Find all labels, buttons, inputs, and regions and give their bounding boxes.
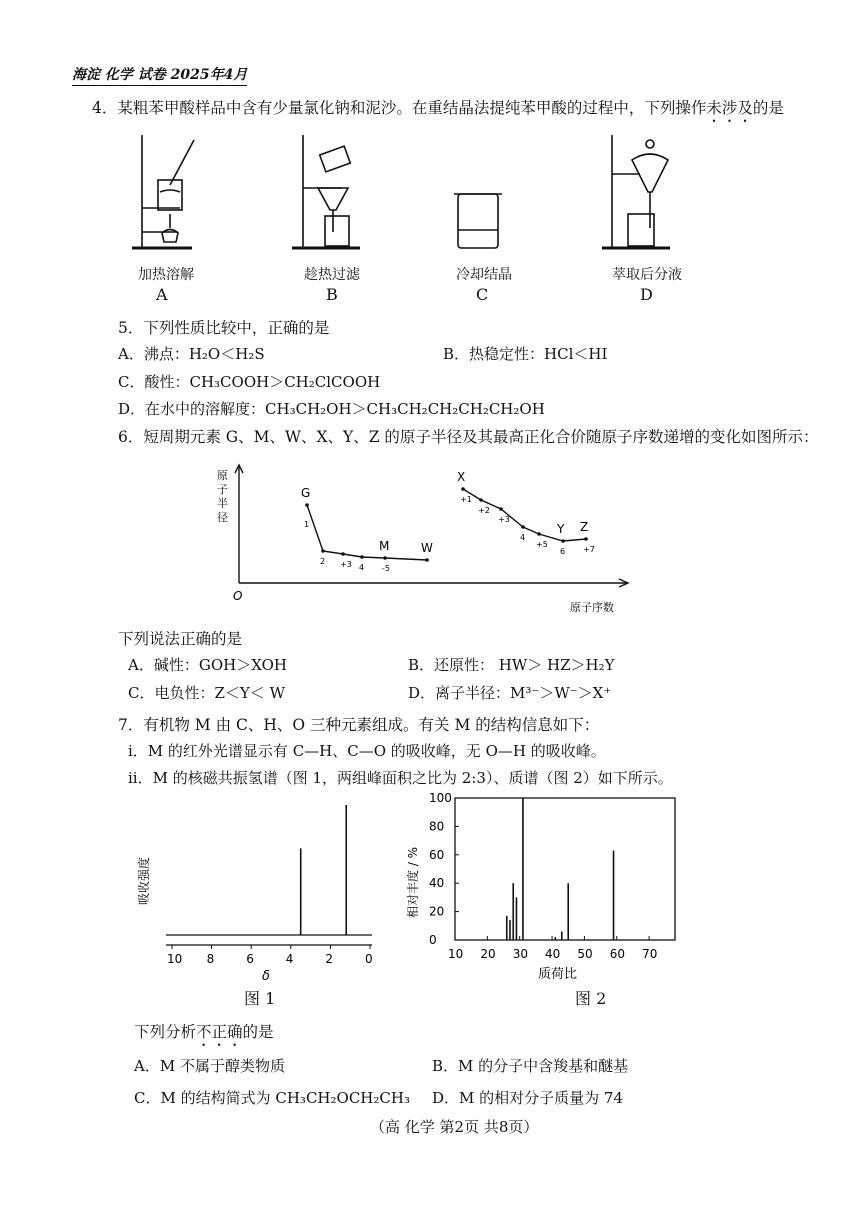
q7-info-ii: ii．M 的核磁共振氢谱（图 1，两组峰面积之比为 2:3）、质谱（图 2）如下所示。 <box>128 769 673 787</box>
q6-element-label: G <box>301 486 311 500</box>
ms-y-tick-label: 40 <box>429 876 445 891</box>
ms-y-tick-label: 0 <box>429 933 437 947</box>
page-footer: （高 化学 第2页 共8页） <box>370 1118 539 1136</box>
q7-option-d: D．M 的相对分子质量为 74 <box>432 1089 624 1107</box>
q6-valence-label: +2 <box>478 506 490 515</box>
q6-point <box>521 525 525 529</box>
ms-x-tick-label: 60 <box>609 947 626 961</box>
q5-option-b: B．热稳定性：HCl＜HI <box>443 345 608 363</box>
q7-prompt-a: 下列分析 <box>134 1023 197 1041</box>
q4-letter-d: D <box>640 285 653 304</box>
nmr-tick-label: 6 <box>246 952 254 966</box>
q6-point <box>341 552 345 556</box>
q4-stem-emphasis: 未涉及 <box>706 99 753 117</box>
q6-valence-label: 6 <box>560 547 566 556</box>
q6-option-a: A．碱性：GOH＞XOH <box>128 656 287 674</box>
q6-valence-label: 1 <box>304 520 310 529</box>
nmr-tick-label: 2 <box>325 952 334 966</box>
apparatus-b-hot-filtration-icon <box>292 135 360 248</box>
q6-valence-label: 2 <box>320 557 326 566</box>
q6-point <box>360 555 364 559</box>
q6-points <box>301 470 595 573</box>
q6-point <box>537 532 541 536</box>
q6-point <box>383 556 387 560</box>
ms-bars <box>507 798 614 940</box>
q6-option-c: C．电负性：Z＜Y＜ W <box>128 684 285 702</box>
ms-x-tick-label: 40 <box>545 947 561 961</box>
q6-valence-label: +3 <box>340 560 352 569</box>
q4-stem <box>92 96 784 126</box>
ms-x-tick-label: 50 <box>577 947 593 961</box>
q6-point <box>305 503 309 507</box>
q7-prompt <box>134 1020 274 1050</box>
ms-x-tick-label: 20 <box>480 947 496 961</box>
q4-stem-c: 的是 <box>752 99 784 117</box>
q4-caption-b: 趁热过滤 <box>304 267 360 283</box>
q7-nmr-chart <box>137 795 400 1010</box>
q4-caption-a: 加热溶解 <box>138 267 194 283</box>
q6-ylabel-1: 原 <box>217 469 228 482</box>
ms-x-tick-label: 10 <box>448 947 464 961</box>
nmr-tick-label: 8 <box>206 952 215 966</box>
q6-point <box>321 549 325 553</box>
q4-stem-a: 4．某粗苯甲酸样品中含有少量氯化钠和泥沙。在重结晶法提纯苯甲酸的过程中，下列操作 <box>92 99 707 117</box>
nmr-tick-label: 10 <box>167 952 183 966</box>
q4-caption-d: 萃取后分液 <box>612 267 682 283</box>
ms-ylabel: 相对丰度 / % <box>406 846 420 918</box>
ms-x-tick-label: 70 <box>642 947 658 961</box>
q7-mass-spec-chart <box>405 788 685 988</box>
q5-option-c: C．酸性：CH₃COOH＞CH₂ClCOOH <box>118 373 381 391</box>
q4-letter-a: A <box>156 285 168 304</box>
ms-x-tick-label: 30 <box>512 947 528 961</box>
q6-ylabel-4: 径 <box>217 511 228 524</box>
q6-valence-label: +5 <box>536 540 548 549</box>
ms-y-tick-label: 100 <box>429 791 452 805</box>
q6-element-label: Z <box>580 520 589 534</box>
q6-element-label: X <box>457 470 466 484</box>
q7-fig1-caption: 图 1 <box>244 989 276 1008</box>
q7-info-i: i．M 的红外光谱显示有 C—H、C—O 的吸收峰，无 O—H 的吸收峰。 <box>128 742 606 760</box>
q6-element-label: M <box>379 539 390 553</box>
nmr-peaks <box>301 805 347 935</box>
q6-ylabel-2: 子 <box>217 483 228 496</box>
q6-element-label: W <box>421 541 433 555</box>
q6-point <box>425 558 429 562</box>
nmr-xlabel: δ <box>262 969 270 984</box>
q4-apparatus-figures <box>120 130 820 260</box>
q4-letter-b: B <box>326 285 338 304</box>
q6-valence-label: +3 <box>498 515 510 524</box>
q7-option-b: B．M 的分子中含羧基和醚基 <box>432 1057 629 1075</box>
q6-option-d: D．离子半径：M³⁻＞W⁻＞X⁺ <box>408 684 612 702</box>
q6-point <box>461 487 465 491</box>
q6-ylabel-3: 半 <box>217 497 228 510</box>
q7-option-a: A．M 不属于醇类物质 <box>134 1057 285 1075</box>
q6-valence-label: 4 <box>359 563 365 572</box>
ms-ticks <box>429 791 657 961</box>
q6-valence-label: 4 <box>520 533 526 542</box>
q4-caption-c: 冷却结晶 <box>456 267 512 283</box>
q6-valence-label: -5 <box>382 564 390 573</box>
ms-plot-frame <box>455 798 675 940</box>
q5-option-d: D．在水中的溶解度：CH₃CH₂OH＞CH₃CH₂CH₂CH₂CH₂OH <box>118 400 545 418</box>
q4-letter-c: C <box>476 285 489 304</box>
nmr-tick-label: 0 <box>365 952 373 966</box>
apparatus-d-separating-funnel-icon <box>602 135 670 248</box>
q5-stem: 5．下列性质比较中，正确的是 <box>118 319 330 337</box>
q7-option-c: C．M 的结构简式为 CH₃CH₂OCH₂CH₃ <box>134 1089 410 1107</box>
q7-prompt-emphasis: 不正确 <box>196 1023 243 1041</box>
q6-radius-chart <box>215 455 655 620</box>
q6-prompt: 下列说法正确的是 <box>118 630 243 648</box>
q6-point <box>561 539 565 543</box>
q6-element-label: Y <box>557 522 565 536</box>
nmr-tick-label: 4 <box>285 952 294 966</box>
exam-header: 海淀 化学 试卷 2025年4月 <box>72 64 247 86</box>
apparatus-c-cooling-crystallization-icon <box>454 194 502 248</box>
ms-xlabel: 质荷比 <box>538 967 578 982</box>
ms-y-tick-label: 80 <box>429 819 445 834</box>
q6-series-1-line <box>307 505 427 560</box>
q6-valence-label: +1 <box>460 495 472 504</box>
nmr-ylabel: 吸收强度 <box>137 856 151 905</box>
q6-option-b: B．还原性： HW＞ HZ＞H₂Y <box>408 656 615 674</box>
q5-option-a: A．沸点：H₂O＜H₂S <box>118 345 265 363</box>
q7-prompt-c: 的是 <box>242 1023 274 1041</box>
nmr-ticks <box>167 945 373 966</box>
q6-point <box>499 507 503 511</box>
q6-xlabel: 原子序数 <box>570 601 614 614</box>
q6-point <box>479 498 483 502</box>
q6-origin-label: O <box>233 589 243 603</box>
apparatus-a-heating-dissolution-icon <box>132 135 194 248</box>
q6-stem: 6．短周期元素 G、M、W、X、Y、Z 的原子半径及其最高正化合价随原子序数递增的变化如图所示： <box>118 428 819 446</box>
q6-point <box>584 537 588 541</box>
ms-y-tick-label: 20 <box>429 904 445 919</box>
ms-y-tick-label: 60 <box>429 847 445 862</box>
q7-stem: 7．有机物 M 由 C、H、O 三种元素组成。有关 M 的结构信息如下： <box>118 716 600 734</box>
q6-valence-label: +7 <box>583 545 595 554</box>
q7-fig2-caption: 图 2 <box>575 989 607 1008</box>
